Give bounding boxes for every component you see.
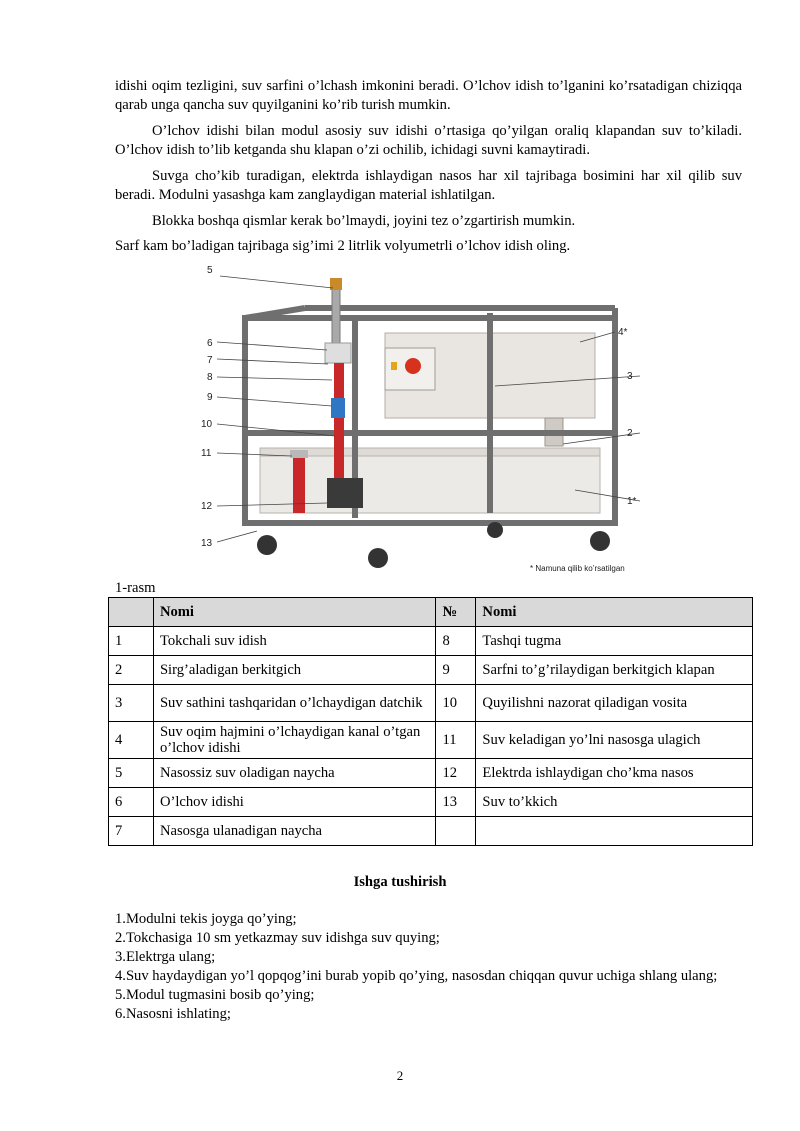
table-cell: 2 [109,656,154,685]
fig-label-8: 8 [207,372,213,383]
list-item: 1.Modulni tekis joyga qo’ying; [115,911,297,927]
fig-label-7: 7 [207,355,213,366]
section-title: Ishga tushirish [353,874,447,890]
table-cell: Tashqi tugma [476,627,753,656]
fig-label-12: 12 [201,501,213,512]
fig-label-10: 10 [201,419,213,430]
table-row [109,656,753,685]
fig-label-13: 13 [201,538,213,549]
table-header: Nomi [153,598,436,627]
table-cell: Nasossiz suv oladigan naycha [153,759,436,788]
figure-caption: 1-rasm [115,580,156,596]
fig-label-5: 5 [207,265,213,276]
fig-label-11: 11 [201,448,212,459]
parts-table [108,597,753,846]
fig-label-1: 1* [627,496,637,507]
table-cell: 1 [109,627,154,656]
table-cell: Suv oqim hajmini o’lchaydigan kanal o’tgan o’lchov idishi [153,722,436,759]
paragraph-4: Blokka boshqa qismlar kerak bo’lmaydi, joyini tez o’zgartirish mumkin. [152,213,576,229]
pump [327,478,363,508]
steps-list [115,910,742,1024]
paragraph-3: Suvga cho’kib turadigan, elektrda ishlaydigan nasos har xil tajribaga bosimini har xil qilib suv beradi. Modulni yasashga kam zanglaydigan material ishlatilgan. [115,168,742,203]
paragraph-5: Sarf kam bo’ladigan tajribaga sig’imi 2 litrlik volyumetrli o’lchov idish oling. [115,238,571,254]
table-cell: Sirg’aladigan berkitgich [153,656,436,685]
table-cell: O’lchov idishi [153,788,436,817]
table-row [109,817,753,846]
table-cell: 3 [109,685,154,722]
table-cell [436,817,476,846]
table-cell: Suv sathini tashqaridan o’lchaydigan datchik [153,685,436,722]
fig-label-4: 4* [618,327,628,338]
table-header [109,598,154,627]
table-cell: Nasosga ulanadigan naycha [153,817,436,846]
table-cell: 9 [436,656,476,685]
table-cell: 11 [436,722,476,759]
table-cell: 10 [436,685,476,722]
list-item: 4.Suv haydaydigan yo’l qopqog’ini burab yopib qo’ying, nasosdan chiqqan quvur uchiga shlang ulang; [115,968,718,984]
table-cell: Tokchali suv idish [153,627,436,656]
table-cell: 6 [109,788,154,817]
table-header-row [109,598,753,627]
table-cell: Suv keladigan yo’lni nasosga ulagich [476,722,753,759]
table-header: Nomi [476,598,753,627]
fig-label-2: 2 [627,428,633,439]
fig-label-6: 6 [207,338,213,349]
wheels [257,522,610,568]
module-figure [195,258,645,576]
list-item: 6.Nasosni ishlating; [115,1006,231,1022]
table-cell: 7 [109,817,154,846]
table-header: № [436,598,476,627]
table-row [109,722,753,759]
lower-tank [260,453,600,513]
table-row [109,759,753,788]
fig-note: * Namuna qilib ko’rsatilgan [530,564,625,573]
paragraph-1: idishi oqim tezligini, suv sarfini o’lchash imkonini beradi. O’lchov idish to’lganini ko’rsatadigan chiziqqa qarab unga qancha suv quyilganini ko’rib turish mumkin. [115,78,742,113]
table-cell: 8 [436,627,476,656]
blue-valve [331,398,345,418]
list-item: 3.Elektrga ulang; [115,949,216,965]
table-cell: Elektrda ishlaydigan cho’kma nasos [476,759,753,788]
fig-label-3: 3 [627,371,633,382]
table-row [109,685,753,722]
table-row [109,627,753,656]
paragraph-2: O’lchov idishi bilan modul asosiy suv idishi o’rtasiga qo’yilgan oraliq klapandan suv to’kiladi. O’lchov idish to’lib ketganda shu klapan o’zi ochilib, ichidagi suvni kamaytiradi. [115,123,742,158]
list-item: 2.Tokchasiga 10 sm yetkazmay suv idishga suv quying; [115,930,440,946]
fig-label-9: 9 [207,392,213,403]
table-row [109,788,753,817]
table-cell: 5 [109,759,154,788]
table-cell: 13 [436,788,476,817]
table-cell: Sarfni to’g’rilaydigan berkitgich klapan [476,656,753,685]
page-number: 2 [396,1068,404,1083]
table-cell: Quyilishni nazorat qiladigan vosita [476,685,753,722]
power-button [405,358,421,374]
table-cell: 12 [436,759,476,788]
red-pipe [334,363,344,483]
table-cell: 4 [109,722,154,759]
table-cell [476,817,753,846]
list-item: 5.Modul tugmasini bosib qo’ying; [115,987,315,1003]
table-cell: Suv to’kkich [476,788,753,817]
